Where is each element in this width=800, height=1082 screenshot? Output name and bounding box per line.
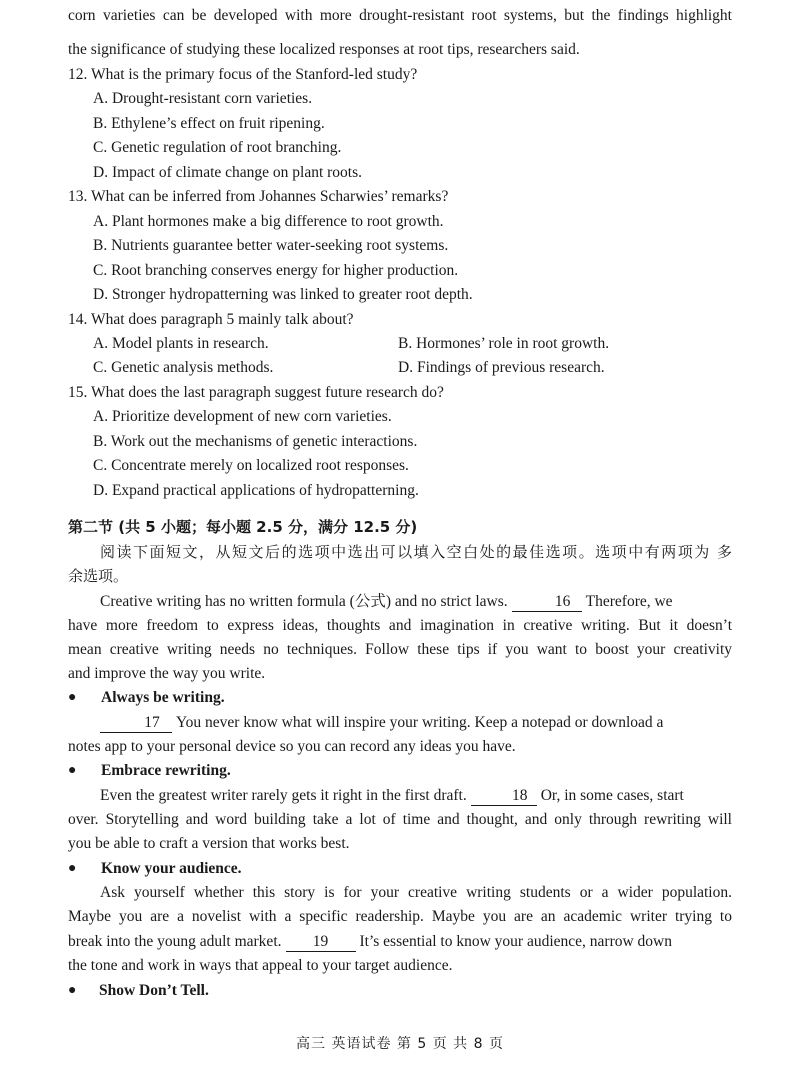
tip-heading: Embrace rewriting. bbox=[101, 762, 231, 779]
passage-line bbox=[68, 784, 732, 808]
passage-line: Ask yourself whether this story is for your creative writing students or a wider population. bbox=[100, 884, 732, 901]
answer-option: D. Findings of previous research. bbox=[398, 359, 605, 376]
answer-option: B. Nutrients guarantee better water-seeking root systems. bbox=[93, 237, 449, 254]
tip-heading: Know your audience. bbox=[101, 860, 242, 877]
passage-line: you be able to craft a version that works best. bbox=[68, 835, 350, 852]
answer-option: C. Genetic regulation of root branching. bbox=[93, 139, 342, 156]
instruction-text: 余选项。 bbox=[68, 567, 129, 585]
answer-option-row bbox=[93, 356, 733, 380]
blank-19: 19 bbox=[286, 933, 356, 952]
passage-line: Maybe you are a novelist with a specific readership. Maybe you are an academic writer trying to bbox=[68, 908, 732, 925]
answer-option: A. Model plants in research. bbox=[93, 335, 269, 352]
instruction-text: 阅读下面短文，从短文后的选项中选出可以填入空白处的最佳选项。选项中有两项为 多 bbox=[100, 543, 732, 561]
answer-option: A. Drought-resistant corn varieties. bbox=[93, 90, 313, 107]
question-stem: 15. What does the last paragraph suggest future research do? bbox=[68, 384, 444, 401]
page-footer: 高三 英语试卷 第 5 页 共 8 页 bbox=[296, 1036, 504, 1052]
answer-option: D. Impact of climate change on plant roots. bbox=[93, 164, 363, 181]
answer-option: A. Plant hormones make a big difference to root growth. bbox=[93, 213, 444, 230]
answer-option: B. Work out the mechanisms of genetic interactions. bbox=[93, 433, 418, 450]
passage-text: Even the greatest writer rarely gets it right in the first draft. bbox=[100, 787, 467, 804]
passage-text: It’s essential to know your audience, narrow down bbox=[359, 933, 673, 950]
passage-line: notes app to your personal device so you can record any ideas you have. bbox=[68, 738, 516, 755]
answer-option-row bbox=[93, 332, 733, 356]
passage-line bbox=[68, 711, 732, 735]
passage-text: You never know what will inspire your writing. Keep a notepad or download a bbox=[176, 714, 664, 731]
answer-option: B. Hormones’ role in root growth. bbox=[398, 335, 610, 352]
question-stem: 12. What is the primary focus of the Stanford-led study? bbox=[68, 66, 418, 83]
passage-text: break into the young adult market. bbox=[68, 933, 282, 950]
answer-option: B. Ethylene’s effect on fruit ripening. bbox=[93, 115, 325, 132]
bullet-icon: ● bbox=[68, 690, 77, 705]
passage-line bbox=[68, 590, 732, 614]
section-heading: 第二节 (共 5 小题；每小题 2.5 分，满分 12.5 分) bbox=[68, 518, 418, 536]
question-stem: 14. What does paragraph 5 mainly talk about? bbox=[68, 311, 354, 328]
passage-line: have more freedom to express ideas, thoughts and imagination in creative writing. But it doesn’t bbox=[68, 617, 732, 634]
question-stem: 13. What can be inferred from Johannes Scharwies’ remarks? bbox=[68, 188, 449, 205]
passage-line: mean creative writing needs no techniques. Follow these tips if you want to boost your creativity bbox=[68, 641, 732, 658]
passage-line: the tone and work in ways that appeal to your target audience. bbox=[68, 957, 453, 974]
passage-text: Creative writing has no written formula (公式) and no strict laws. bbox=[100, 593, 508, 610]
blank-17: 17 bbox=[100, 714, 172, 733]
blank-18: 18 bbox=[471, 787, 537, 806]
passage-line: and improve the way you write. bbox=[68, 665, 266, 682]
passage-line: over. Storytelling and word building take a lot of time and thought, and only through rewriting will bbox=[68, 811, 732, 828]
passage-text: Or, in some cases, start bbox=[540, 787, 684, 804]
bullet-icon: ● bbox=[68, 861, 77, 876]
passage-line bbox=[68, 930, 732, 954]
answer-option: A. Prioritize development of new corn varieties. bbox=[93, 408, 392, 425]
tip-heading: Show Don’t Tell. bbox=[99, 982, 209, 999]
answer-option: D. Stronger hydropatterning was linked to greater root depth. bbox=[93, 286, 473, 303]
tip-heading: Always be writing. bbox=[101, 689, 225, 706]
answer-option: C. Genetic analysis methods. bbox=[93, 359, 274, 376]
answer-option: C. Root branching conserves energy for higher production. bbox=[93, 262, 459, 279]
blank-16: 16 bbox=[512, 593, 582, 612]
answer-option: D. Expand practical applications of hydropatterning. bbox=[93, 482, 419, 499]
answer-option: C. Concentrate merely on localized root responses. bbox=[93, 457, 409, 474]
text-line: the significance of studying these localized responses at root tips, researchers said. bbox=[68, 41, 580, 58]
text-line: corn varieties can be developed with more drought-resistant root systems, but the findings highlight bbox=[68, 7, 732, 24]
bullet-icon: ● bbox=[68, 983, 77, 998]
bullet-icon: ● bbox=[68, 763, 77, 778]
passage-text: Therefore, we bbox=[585, 593, 673, 610]
